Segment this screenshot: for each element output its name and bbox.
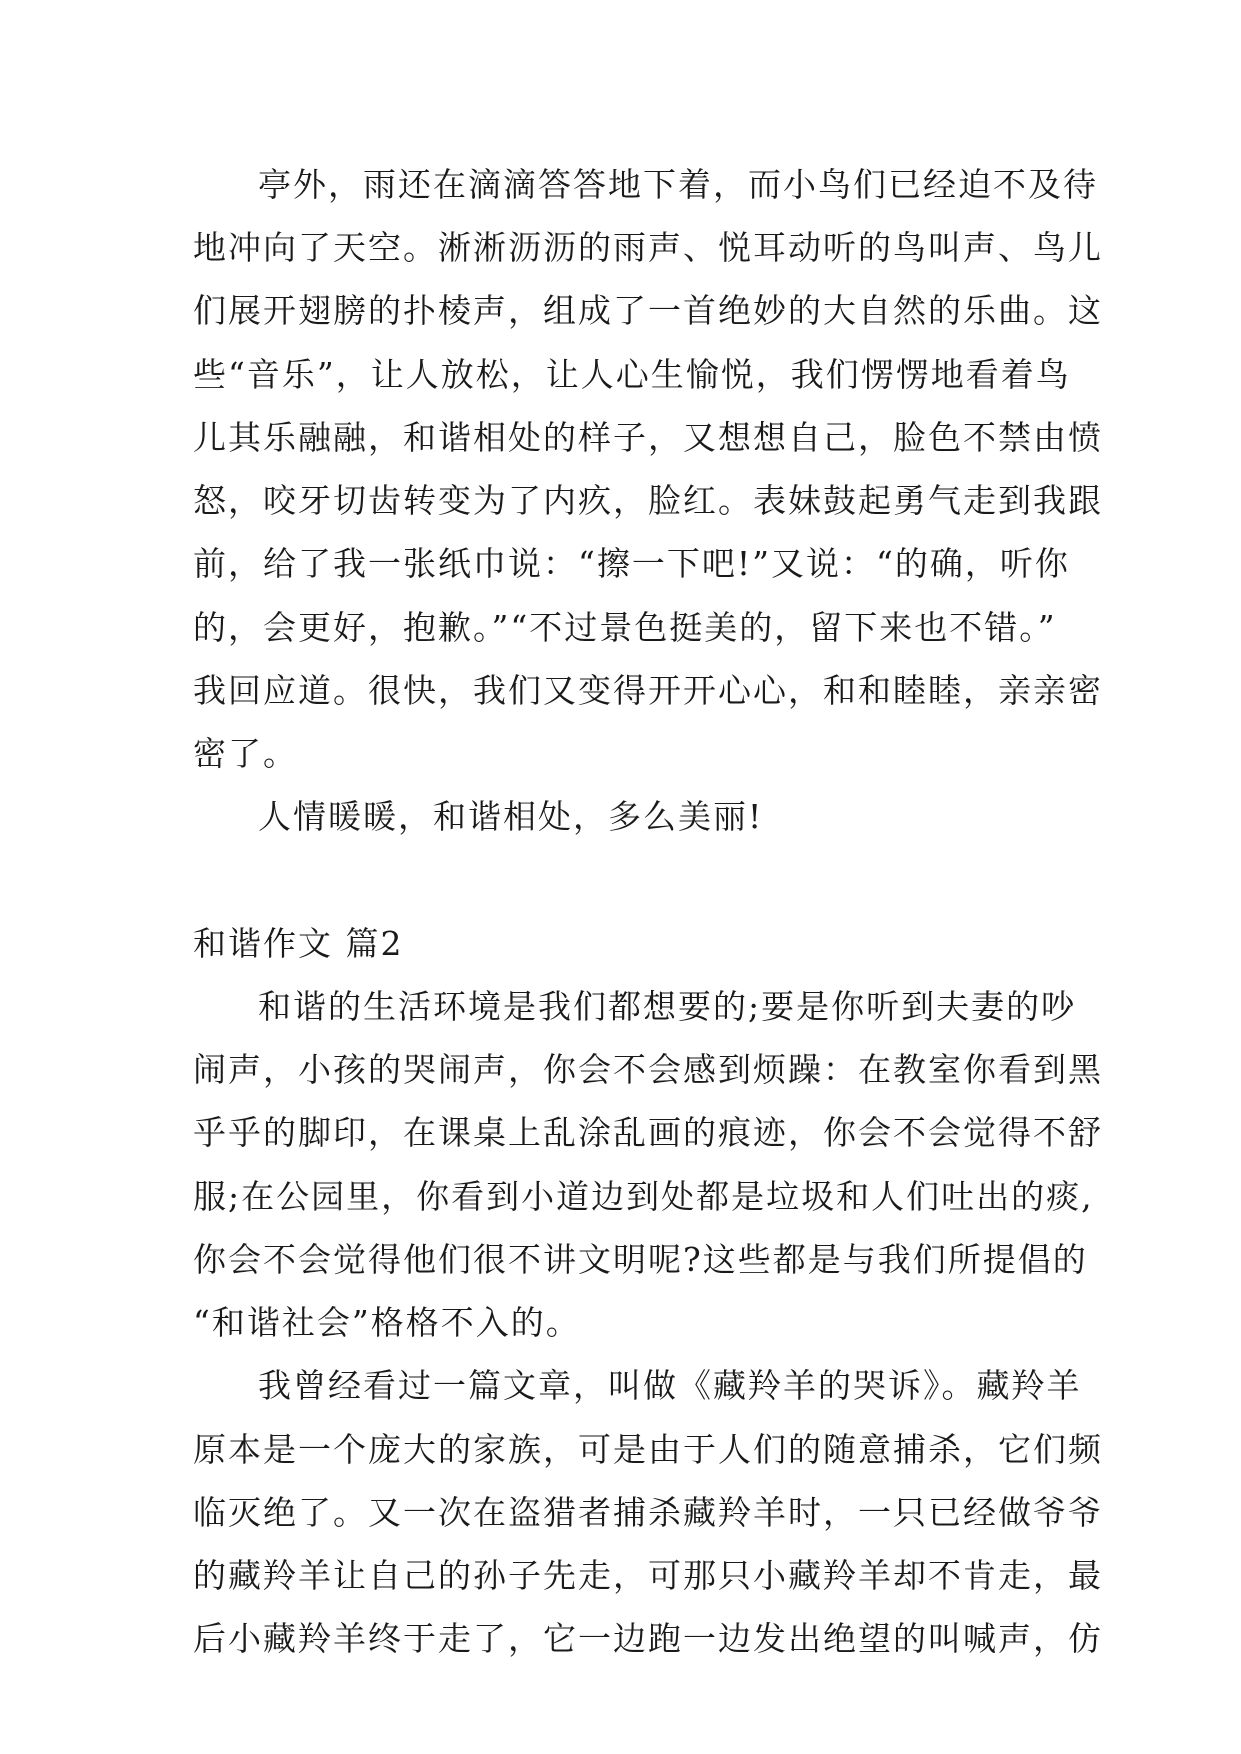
paragraph-line: 的藏羚羊让自己的孙子先走，可那只小藏羚羊却不肯走，最 — [193, 1556, 1103, 1595]
paragraph-line: 乎乎的脚印，在课桌上乱涂乱画的痕迹，你会不会觉得不舒 — [193, 1113, 1103, 1152]
paragraph-line: 密了。 — [193, 734, 298, 773]
paragraph-line: 服;在公园里，你看到小道边到处都是垃圾和人们吐出的痰, — [193, 1177, 1094, 1216]
paragraph-line: 我回应道。很快，我们又变得开开心心，和和睦睦，亲亲密 — [193, 671, 1103, 710]
paragraph-line: 地冲向了天空。淅淅沥沥的雨声、悦耳动听的鸟叫声、鸟儿 — [193, 228, 1103, 267]
paragraph-line: 儿其乐融融，和谐相处的样子，又想想自己，脸色不禁由愤 — [193, 418, 1103, 457]
paragraph-line: 我曾经看过一篇文章，叫做《藏羚羊的哭诉》。藏羚羊 — [258, 1366, 1082, 1405]
paragraph-line: 亭外，雨还在滴滴答答地下着，而小鸟们已经迫不及待 — [258, 165, 1098, 204]
paragraph-line: 后小藏羚羊终于走了，它一边跑一边发出绝望的叫喊声，仿 — [193, 1619, 1103, 1658]
paragraph-line: 闹声，小孩的哭闹声，你会不会感到烦躁：在教室你看到黑 — [193, 1050, 1103, 1089]
paragraph-line: 前，给了我一张纸巾说：“擦一下吧!”又说：“的确，听你 — [193, 544, 1070, 583]
paragraph-line: 些“音乐”，让人放松，让人心生愉悦，我们愣愣地看着鸟 — [193, 355, 1071, 394]
paragraph-line: 临灭绝了。又一次在盗猎者捕杀藏羚羊时，一只已经做爷爷 — [193, 1493, 1103, 1532]
paragraph-line: “和谐社会”格格不入的。 — [193, 1303, 581, 1342]
paragraph-line: 怒，咬牙切齿转变为了内疚，脸红。表妹鼓起勇气走到我跟 — [193, 481, 1103, 520]
paragraph-line: 人情暖暖，和谐相处，多么美丽! — [258, 797, 764, 836]
section-heading: 和谐作文 篇2 — [193, 924, 404, 963]
paragraph-line: 和谐的生活环境是我们都想要的;要是你听到夫妻的吵 — [258, 987, 1077, 1026]
paragraph-line: 的，会更好，抱歉。”“不过景色挺美的，留下来也不错。” — [193, 608, 1057, 647]
paragraph-line: 原本是一个庞大的家族，可是由于人们的随意捕杀，它们频 — [193, 1430, 1103, 1469]
paragraph-line: 们展开翅膀的扑棱声，组成了一首绝妙的大自然的乐曲。这 — [193, 291, 1103, 330]
paragraph-line: 你会不会觉得他们很不讲文明呢?这些都是与我们所提倡的 — [193, 1240, 1088, 1279]
